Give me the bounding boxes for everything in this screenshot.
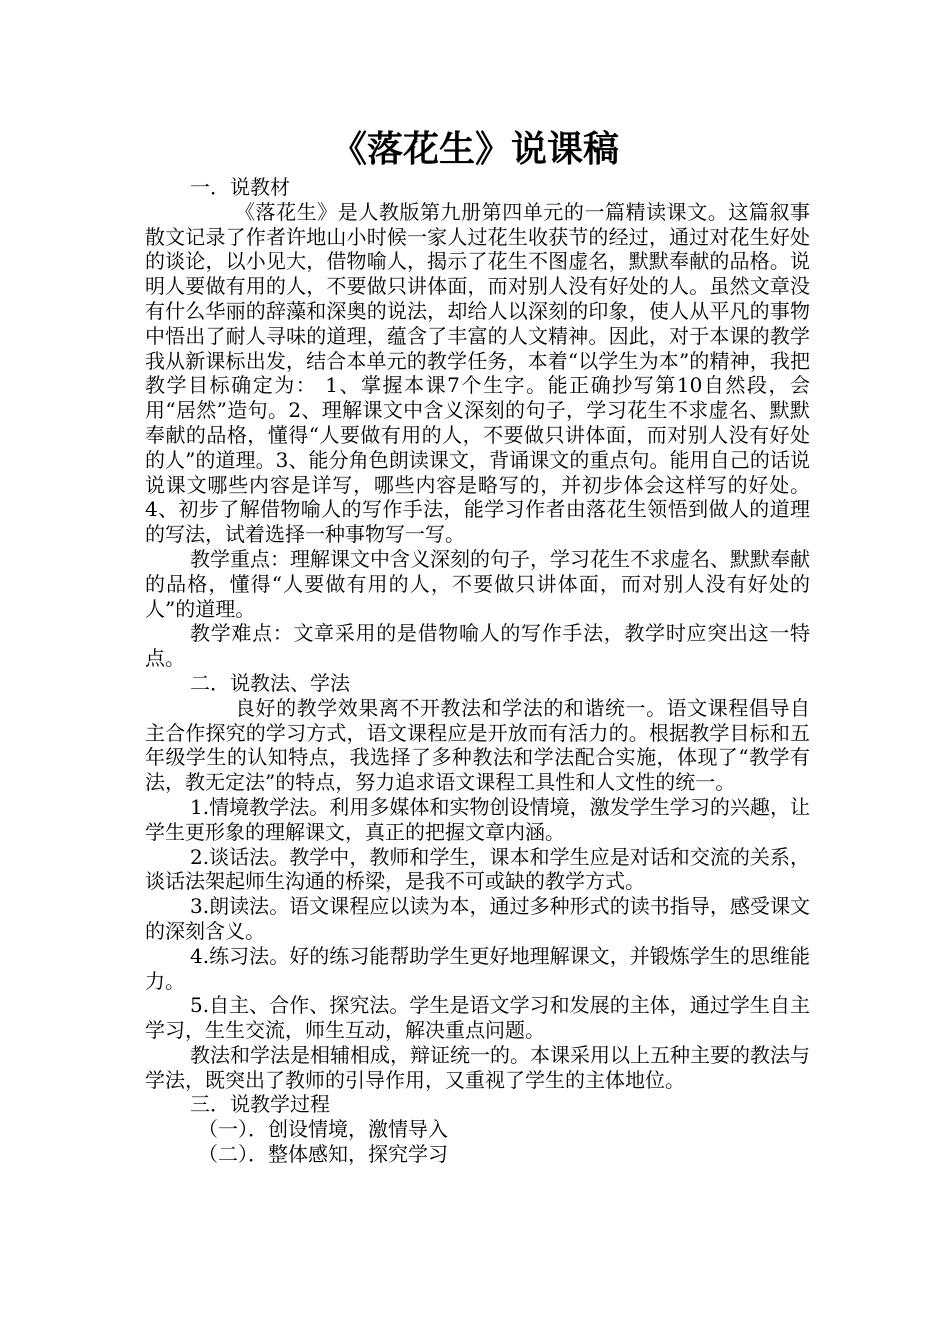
document-body	[145, 175, 810, 1167]
paragraph-methods-intro: 良好的教学效果离不开教法和学法的和谐统一。语文课程倡导自主合作探究的学习方式，语文课程应是开放而有活力的。根据教学目标和五年级学生的认知特点，我选择了多种教法和学法配合实施，体现了“教学有法，教无定法”的特点，努力追求语文课程工具性和人文性的统一。	[145, 695, 810, 795]
paragraph-method-5: 5.自主、合作、探究法。学生是语文学习和发展的主体，通过学生自主学习，生生交流，师生互动，解决重点问题。	[145, 993, 810, 1043]
document-title: 《落花生》说课稿	[330, 129, 619, 170]
section-heading-methods: 二．说教法、学法	[190, 670, 350, 695]
paragraph-textbook-intro: 《落花生》是人教版第九册第四单元的一篇精读课文。这篇叙事散文记录了作者许地山小时候一家人过花生收获节的经过，通过对花生好处的谈论，以小见大，借物喻人，揭示了花生不图虚名，默默奉献的品格。说明人要做有用的人，不要做只讲体面，而对别人没有好处的人。虽然文章没有什么华丽的辞藻和深奥的说法，却给人以深刻的印象，使人从平凡的事物中悟出了耐人寻味的道理，蕴含了丰富的人文精神。因此，对于本课的教学我从新课标出发，结合本单元的教学任务，本着“以学生为本”的精神，我把教学目标确定为： 1、掌握本课7个生字。能正确抄写第10自然段，会用“居然”造句。2、理解课文中含义深刻的句子，学习花生不求虚名、默默奉献的品格，懂得“人要做有用的人，不要做只讲体面，而对别人没有好处的人”的道理。3、能分角色朗读课文，背诵课文的重点句。能用自己的话说说课文哪些内容是详写，哪些内容是略写的，并初步体会这样写的好处。4、初步了解借物喻人的写作手法，能学习作者由落花生领悟到做人的道理的写法，试着选择一种事物写一写。	[145, 199, 810, 547]
paragraph-method-3: 3.朗读法。语文课程应以读为本，通过多种形式的读书指导，感受课文的深刻含义。	[145, 894, 810, 943]
process-item-2: （二）．整体感知，探究学习	[198, 1142, 448, 1167]
paragraph-method-4: 4.练习法。好的练习能帮助学生更好地理解课文，并锻炼学生的思维能力。	[145, 943, 810, 993]
section-heading-textbook: 一．说教材	[190, 175, 290, 199]
paragraph-methods-summary: 教法和学法是相辅相成，辩证统一的。本课采用以上五种主要的教法与学法，既突出了教师的引导作用，又重视了学生的主体地位。	[145, 1042, 810, 1092]
section-heading-process: 三．说教学过程	[190, 1092, 330, 1117]
paragraph-teaching-focus: 教学重点：理解课文中含义深刻的句子，学习花生不求虚名、默默奉献的品格，懂得“人要做有用的人，不要做只讲体面，而对别人没有好处的人”的道理。	[145, 546, 810, 621]
paragraph-method-1: 1.情境教学法。利用多媒体和实物创设情境，激发学生学习的兴趣，让学生更形象的理解课文，真正的把握文章内涵。	[145, 794, 810, 844]
paragraph-method-2: 2.谈话法。教学中，教师和学生，课本和学生应是对话和交流的关系，谈话法架起师生沟通的桥梁，是我不可或缺的教学方式。	[145, 844, 810, 894]
process-item-1: （一）．创设情境，激情导入	[198, 1117, 448, 1142]
paragraph-teaching-difficulty: 教学难点：文章采用的是借物喻人的写作手法，教学时应突出这一特点。	[145, 621, 810, 671]
